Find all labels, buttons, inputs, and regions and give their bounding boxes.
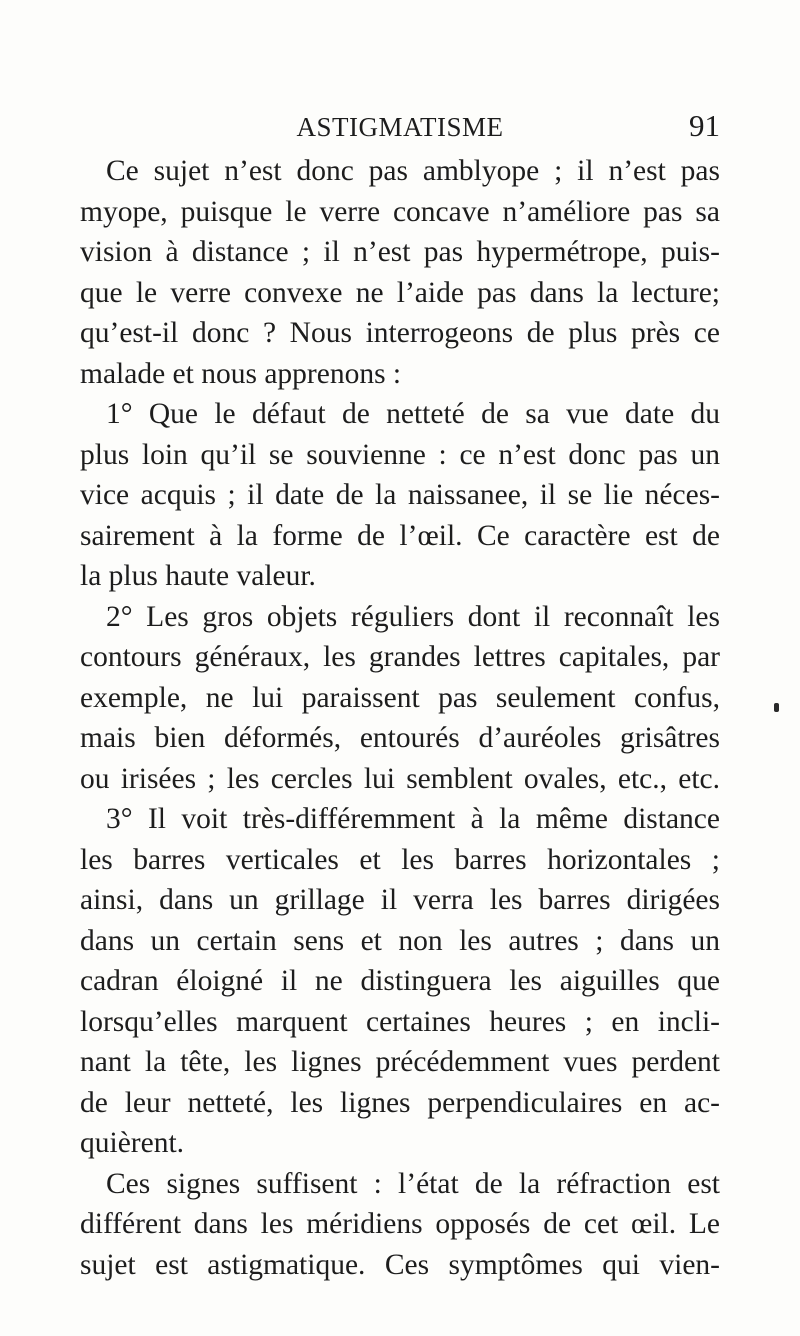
text-line: vision à distance ; il n’est pas hypermétrope, puis- [80, 236, 720, 268]
text-line: de leur netteté, les lignes perpendiculaires en ac- [80, 1086, 720, 1119]
text-line: Ces signes suffisent : l’état de la réfraction est [106, 1167, 720, 1200]
text-line: ou irisées ; les cercles lui semblent ovales, etc., etc. [80, 762, 720, 795]
text-line: que le verre convexe ne l’aide pas dans la lecture; [80, 276, 720, 309]
text-line: dans un certain sens et non les autres ; dans un [80, 924, 720, 957]
running-head [80, 108, 720, 148]
text-line: 1° Que le défaut de netteté de sa vue date du [106, 398, 720, 430]
text-line: contours généraux, les grandes lettres capitales, par [80, 641, 720, 673]
text-line: la plus haute valeur. [80, 560, 316, 592]
text-line: ainsi, dans un grillage il verra les barres dirigées [80, 884, 720, 916]
text-line: 2° Les gros objets réguliers dont il reconnaît les [106, 600, 720, 633]
text-line: myope, puisque le verre concave n’améliore pas sa [80, 195, 720, 228]
page-number: 91 [689, 108, 720, 143]
ink-speck [774, 703, 779, 712]
body-text [80, 151, 720, 1285]
text-line: sairement à la forme de l’œil. Ce caractère est de [80, 519, 720, 552]
text-line: les barres verticales et les barres horizontales ; [80, 843, 720, 876]
text-line: mais bien déformés, entourés d’auréoles grisâtres [80, 722, 720, 754]
running-title: ASTIGMATISME [296, 112, 504, 142]
text-line: quièrent. [80, 1127, 185, 1159]
text-line: vice acquis ; il date de la naissanee, il se lie néces- [80, 479, 720, 511]
text-line: 3° Il voit très-différemment à la même distance [106, 803, 720, 835]
text-line: lorsqu’elles marquent certaines heures ; en incli- [80, 1005, 720, 1038]
text-line: Ce sujet n’est donc pas amblyope ; il n’est pas [106, 155, 720, 187]
text-line: plus loin qu’il se souvienne : ce n’est donc pas un [80, 438, 720, 471]
text-line: qu’est-il donc ? Nous interrogeons de plus près ce [80, 317, 720, 349]
text-line: sujet est astigmatique. Ces symptômes qui vien- [80, 1248, 720, 1281]
text-line: différent dans les méridiens opposés de cet œil. Le [80, 1208, 720, 1240]
text-line: cadran éloigné il ne distinguera les aiguilles que [80, 965, 720, 997]
text-line: nant la tête, les lignes précédemment vues perdent [80, 1046, 720, 1078]
text-line: exemple, ne lui paraissent pas seulement confus, [80, 681, 720, 714]
text-line: malade et nous apprenons : [80, 357, 402, 390]
